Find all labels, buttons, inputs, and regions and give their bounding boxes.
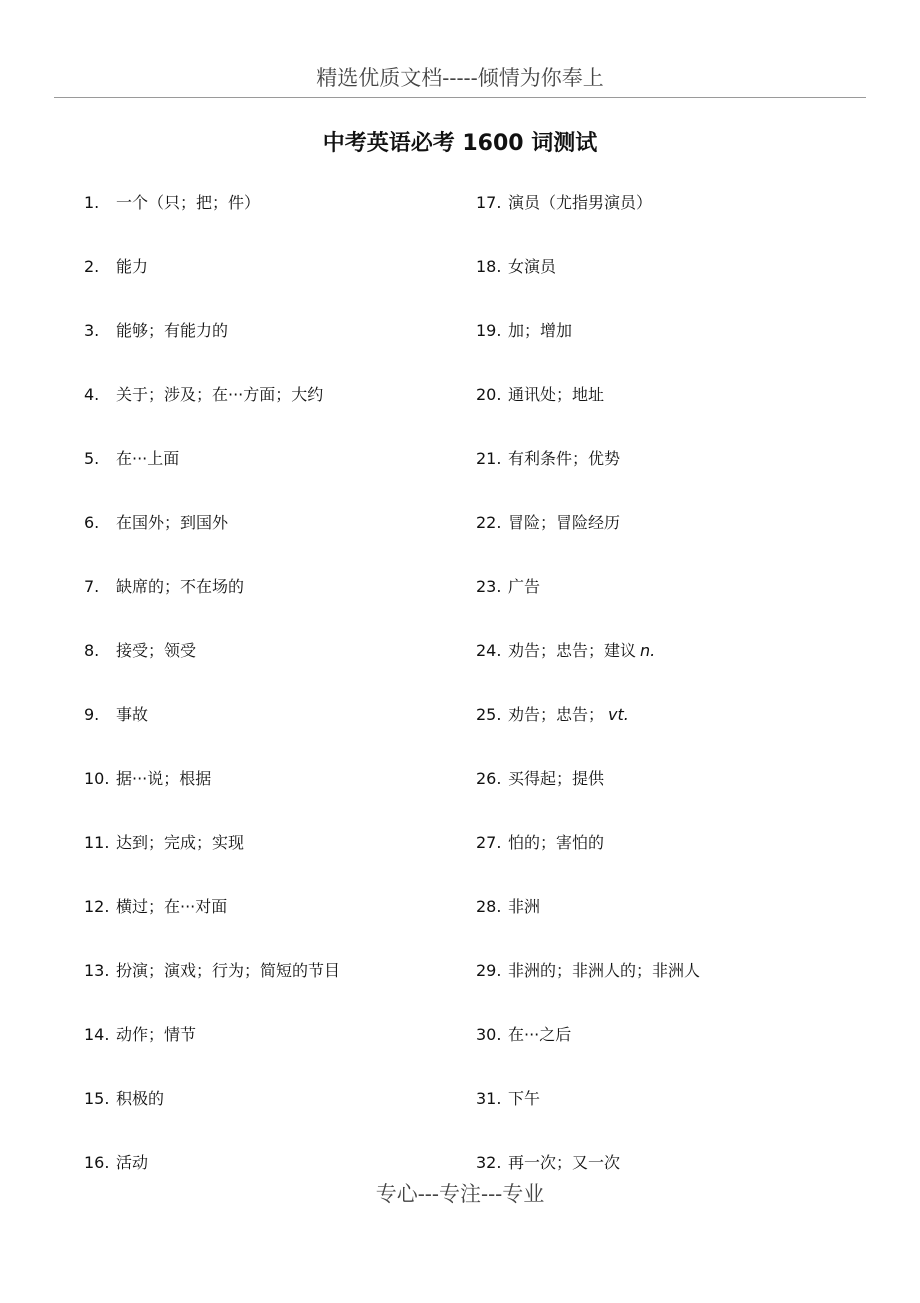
item-number: 22. bbox=[476, 513, 502, 532]
item-text: 扮演；演戏；行为；简短的节目 bbox=[116, 961, 341, 980]
item-number: 15. bbox=[84, 1089, 110, 1108]
item-number: 14. bbox=[84, 1025, 110, 1044]
list-item bbox=[84, 1088, 474, 1152]
list-item bbox=[476, 384, 866, 448]
part-of-speech: n. bbox=[640, 641, 656, 660]
item-number: 2. bbox=[84, 257, 100, 276]
list-item bbox=[84, 704, 474, 768]
item-text: 再一次；又一次 bbox=[508, 1153, 621, 1172]
list-item bbox=[476, 1024, 866, 1088]
item-number: 6. bbox=[84, 513, 100, 532]
item-text: 非洲 bbox=[508, 897, 541, 916]
list-item bbox=[84, 256, 474, 320]
word-list-right bbox=[476, 192, 866, 1216]
list-item bbox=[84, 576, 474, 640]
item-number: 23. bbox=[476, 577, 502, 596]
list-item bbox=[84, 192, 474, 256]
list-item bbox=[476, 256, 866, 320]
item-text: 一个（只；把；件） bbox=[116, 193, 261, 212]
item-text: 女演员 bbox=[508, 257, 557, 276]
item-number: 29. bbox=[476, 961, 502, 980]
item-number: 18. bbox=[476, 257, 502, 276]
item-number: 7. bbox=[84, 577, 100, 596]
document-title: 中考英语必考 1600 词测试 bbox=[322, 131, 598, 156]
item-text: 活动 bbox=[116, 1153, 149, 1172]
item-number: 5. bbox=[84, 449, 100, 468]
list-item bbox=[84, 320, 474, 384]
list-item bbox=[476, 512, 866, 576]
item-text: 怕的；害怕的 bbox=[508, 833, 605, 852]
item-number: 20. bbox=[476, 385, 502, 404]
item-number: 24. bbox=[476, 641, 502, 660]
item-number: 17. bbox=[476, 193, 502, 212]
item-text: 据···说；根据 bbox=[116, 769, 212, 788]
item-text: 缺席的；不在场的 bbox=[116, 577, 245, 596]
item-text: 广告 bbox=[508, 577, 541, 596]
list-item bbox=[84, 640, 474, 704]
item-number: 13. bbox=[84, 961, 110, 980]
item-text: 有利条件；优势 bbox=[508, 449, 621, 468]
item-number: 9. bbox=[84, 705, 100, 724]
word-list-left bbox=[84, 192, 474, 1216]
item-number: 8. bbox=[84, 641, 100, 660]
list-item bbox=[84, 896, 474, 960]
item-number: 32. bbox=[476, 1153, 502, 1172]
list-item bbox=[476, 192, 866, 256]
list-item bbox=[84, 768, 474, 832]
page-footer: 专心---专注---专业 bbox=[375, 1182, 545, 1206]
list-item bbox=[84, 832, 474, 896]
list-item bbox=[476, 1088, 866, 1152]
list-item bbox=[84, 448, 474, 512]
item-number: 1. bbox=[84, 193, 100, 212]
item-number: 30. bbox=[476, 1025, 502, 1044]
list-item bbox=[476, 640, 866, 704]
list-item bbox=[476, 960, 866, 1024]
list-item bbox=[476, 704, 866, 768]
item-number: 11. bbox=[84, 833, 110, 852]
list-item bbox=[84, 512, 474, 576]
item-text: 劝告；忠告； bbox=[508, 705, 605, 724]
list-item bbox=[476, 832, 866, 896]
item-number: 12. bbox=[84, 897, 110, 916]
item-number: 26. bbox=[476, 769, 502, 788]
header-divider bbox=[54, 97, 866, 98]
list-item bbox=[476, 576, 866, 640]
item-text: 动作；情节 bbox=[116, 1025, 197, 1044]
item-number: 27. bbox=[476, 833, 502, 852]
item-text: 在国外；到国外 bbox=[116, 513, 229, 532]
item-text: 关于；涉及；在···方面；大约 bbox=[116, 385, 324, 404]
item-number: 21. bbox=[476, 449, 502, 468]
item-text: 达到；完成；实现 bbox=[116, 833, 245, 852]
list-item bbox=[476, 320, 866, 384]
list-item bbox=[476, 896, 866, 960]
item-text: 事故 bbox=[116, 705, 149, 724]
item-number: 10. bbox=[84, 769, 110, 788]
item-text: 能力 bbox=[116, 257, 149, 276]
item-number: 16. bbox=[84, 1153, 110, 1172]
item-number: 31. bbox=[476, 1089, 502, 1108]
item-number: 28. bbox=[476, 897, 502, 916]
item-number: 4. bbox=[84, 385, 100, 404]
item-text: 通讯处；地址 bbox=[508, 385, 605, 404]
list-item bbox=[84, 1024, 474, 1088]
item-text: 积极的 bbox=[116, 1089, 165, 1108]
item-text: 加；增加 bbox=[508, 321, 573, 340]
item-text: 劝告；忠告；建议 bbox=[508, 641, 637, 660]
item-text: 在···上面 bbox=[116, 449, 180, 468]
item-text: 非洲的；非洲人的；非洲人 bbox=[508, 961, 701, 980]
item-number: 3. bbox=[84, 321, 100, 340]
item-number: 25. bbox=[476, 705, 502, 724]
list-item bbox=[84, 384, 474, 448]
item-text: 演员（尤指男演员） bbox=[508, 193, 653, 212]
item-text: 冒险；冒险经历 bbox=[508, 513, 621, 532]
item-number: 19. bbox=[476, 321, 502, 340]
list-item bbox=[476, 768, 866, 832]
item-text: 接受；领受 bbox=[116, 641, 197, 660]
part-of-speech: vt. bbox=[608, 705, 629, 724]
page-header: 精选优质文档-----倾情为你奉上 bbox=[316, 66, 604, 90]
item-text: 能够；有能力的 bbox=[116, 321, 229, 340]
item-text: 横过；在···对面 bbox=[116, 897, 228, 916]
item-text: 下午 bbox=[508, 1089, 541, 1108]
list-item bbox=[84, 960, 474, 1024]
item-text: 在···之后 bbox=[508, 1025, 572, 1044]
item-text: 买得起；提供 bbox=[508, 769, 605, 788]
list-item bbox=[476, 448, 866, 512]
